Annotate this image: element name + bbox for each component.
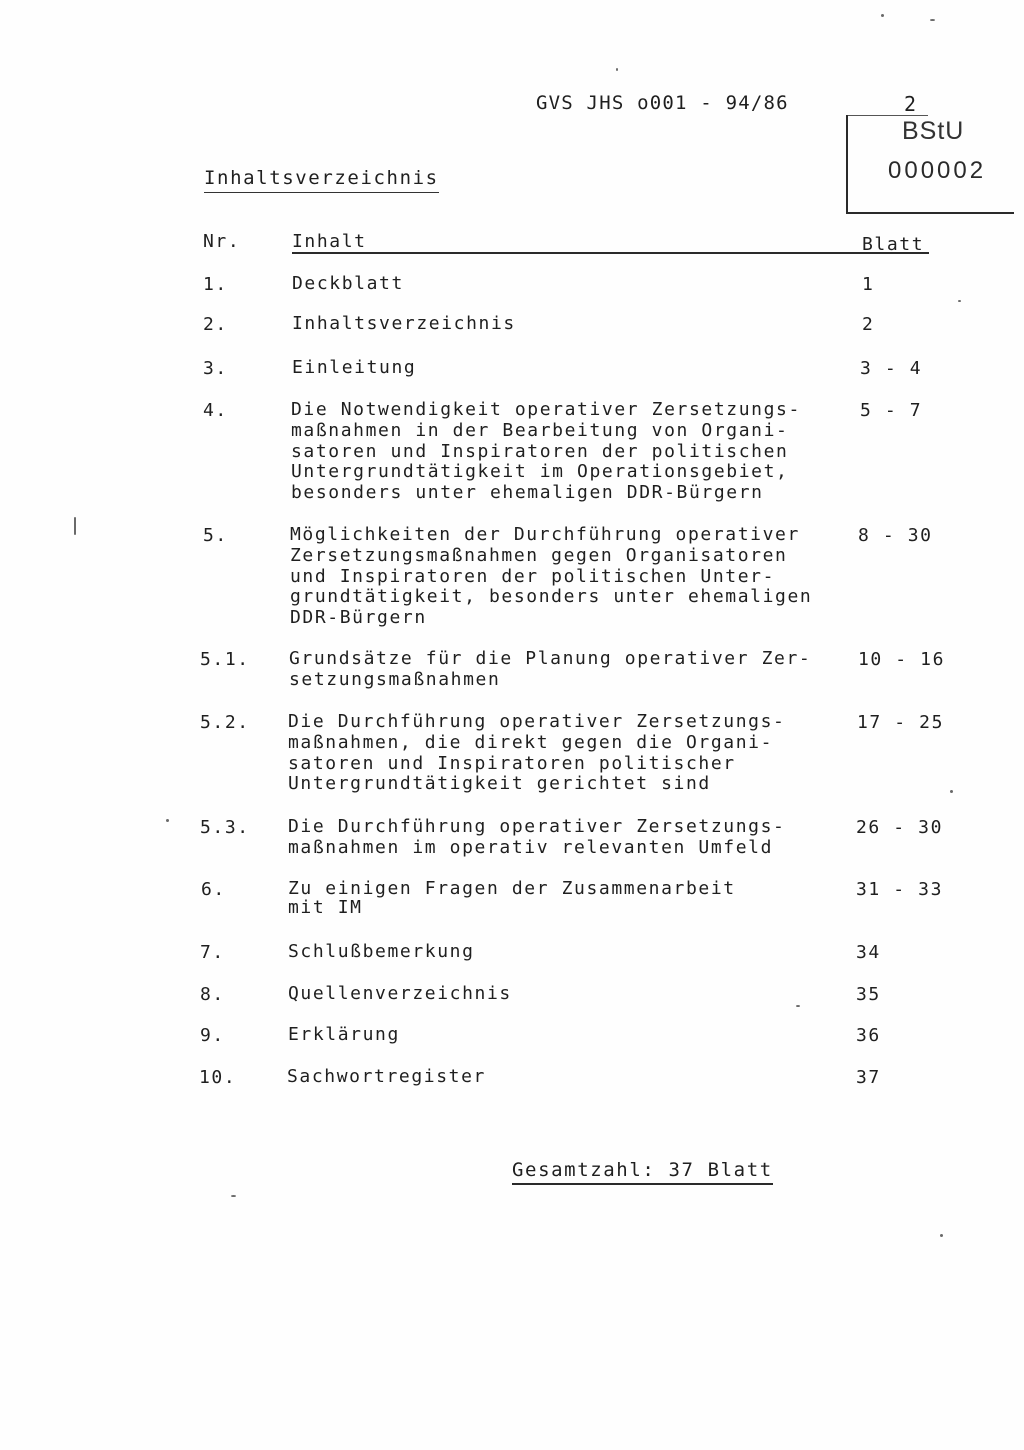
entry-number: 5.2.: [200, 712, 250, 733]
entry-title: Möglichkeiten der Durchführung operativer Zersetzungsmaßnahmen gegen Organisatoren und Inspiratoren der politischen Unter- grundtätigkeit, besonders unter ehemaligen DDR-Bürgern: [290, 524, 813, 629]
scan-speck: [796, 1005, 800, 1007]
column-header-content: Inhalt: [292, 231, 367, 252]
entry-pages: 17 - 25: [857, 712, 945, 733]
entry-title: Einleitung: [292, 357, 417, 378]
scan-speck: [231, 1195, 236, 1197]
entry-number: 5.1.: [200, 649, 250, 670]
scan-speck: [881, 14, 884, 17]
entry-pages: 2: [862, 314, 875, 335]
entry-pages: 8 - 30: [858, 525, 933, 546]
entry-number: 6.: [201, 879, 226, 900]
entry-title: Die Notwendigkeit operativer Zersetzungs- maßnahmen in der Bearbeitung von Organi- satoren und Inspiratoren der politischen Untergrundtätigkeit im Operationsgebiet, besonders unter ehemaligen DDR-Bürgern: [291, 399, 801, 504]
entry-number: 3.: [203, 358, 228, 379]
entry-pages: 37: [856, 1067, 881, 1088]
scan-speck: [930, 19, 935, 21]
entry-pages: 26 - 30: [856, 817, 944, 838]
entry-pages: 31 - 33: [856, 879, 944, 900]
entry-number: 5.3.: [200, 817, 250, 838]
stamp-rule: [848, 115, 928, 116]
entry-number: 10.: [199, 1067, 237, 1088]
entry-number: 9.: [200, 1025, 225, 1046]
scan-speck: [940, 1234, 943, 1237]
entry-title: Grundsätze für die Planung operativer Zer- setzungsmaßnahmen: [289, 648, 812, 690]
scan-speck: [166, 819, 169, 822]
entry-title: Deckblatt: [292, 273, 404, 294]
entry-title: Die Durchführung operativer Zersetzungs- maßnahmen im operativ relevanten Umfeld: [288, 816, 786, 858]
entry-pages: 3 - 4: [860, 358, 923, 379]
document-reference: GVS JHS o001 - 94/86: [536, 92, 789, 114]
entry-pages: 5 - 7: [860, 400, 923, 421]
entry-title: Die Durchführung operativer Zersetzungs- maßnahmen, die direkt gegen die Organi- satoren und Inspiratoren politischer Untergrundtätigkeit gerichtet sind: [288, 711, 786, 795]
header-rule: [292, 252, 929, 254]
entry-title: Sachwortregister: [287, 1066, 486, 1087]
entry-title: Zu einigen Fragen der Zusammenarbeit mit IM: [288, 878, 736, 918]
entry-title: Erklärung: [288, 1024, 400, 1045]
entry-title: Inhaltsverzeichnis: [292, 313, 516, 334]
document-title: Inhaltsverzeichnis: [204, 167, 439, 193]
entry-number: 8.: [200, 984, 225, 1005]
scan-speck: [950, 790, 953, 793]
scan-speck: [616, 68, 618, 71]
scan-speck: [74, 517, 76, 535]
entry-pages: 10 - 16: [858, 649, 946, 670]
archive-stamp: [846, 115, 1014, 214]
entry-number: 1.: [203, 274, 228, 295]
stamp-sheet-number: 000002: [888, 157, 987, 184]
entry-number: 5.: [203, 525, 228, 546]
entry-pages: 34: [856, 942, 881, 963]
column-header-sheet: Blatt: [862, 234, 925, 255]
entry-pages: 35: [856, 984, 881, 1005]
column-header-nr: Nr.: [203, 231, 241, 252]
entry-title: Quellenverzeichnis: [288, 983, 512, 1004]
entry-number: 7.: [200, 942, 225, 963]
scan-speck: [958, 300, 961, 302]
stamp-archive-name: BStU: [902, 117, 965, 145]
entry-number: 2.: [203, 314, 228, 335]
total-sheet-count: Gesamtzahl: 37 Blatt: [512, 1159, 773, 1185]
entry-pages: 36: [856, 1025, 881, 1046]
entry-pages: 1: [862, 274, 875, 295]
page-number: 2: [904, 92, 918, 116]
entry-number: 4.: [203, 400, 228, 421]
entry-title: Schlußbemerkung: [288, 941, 475, 962]
